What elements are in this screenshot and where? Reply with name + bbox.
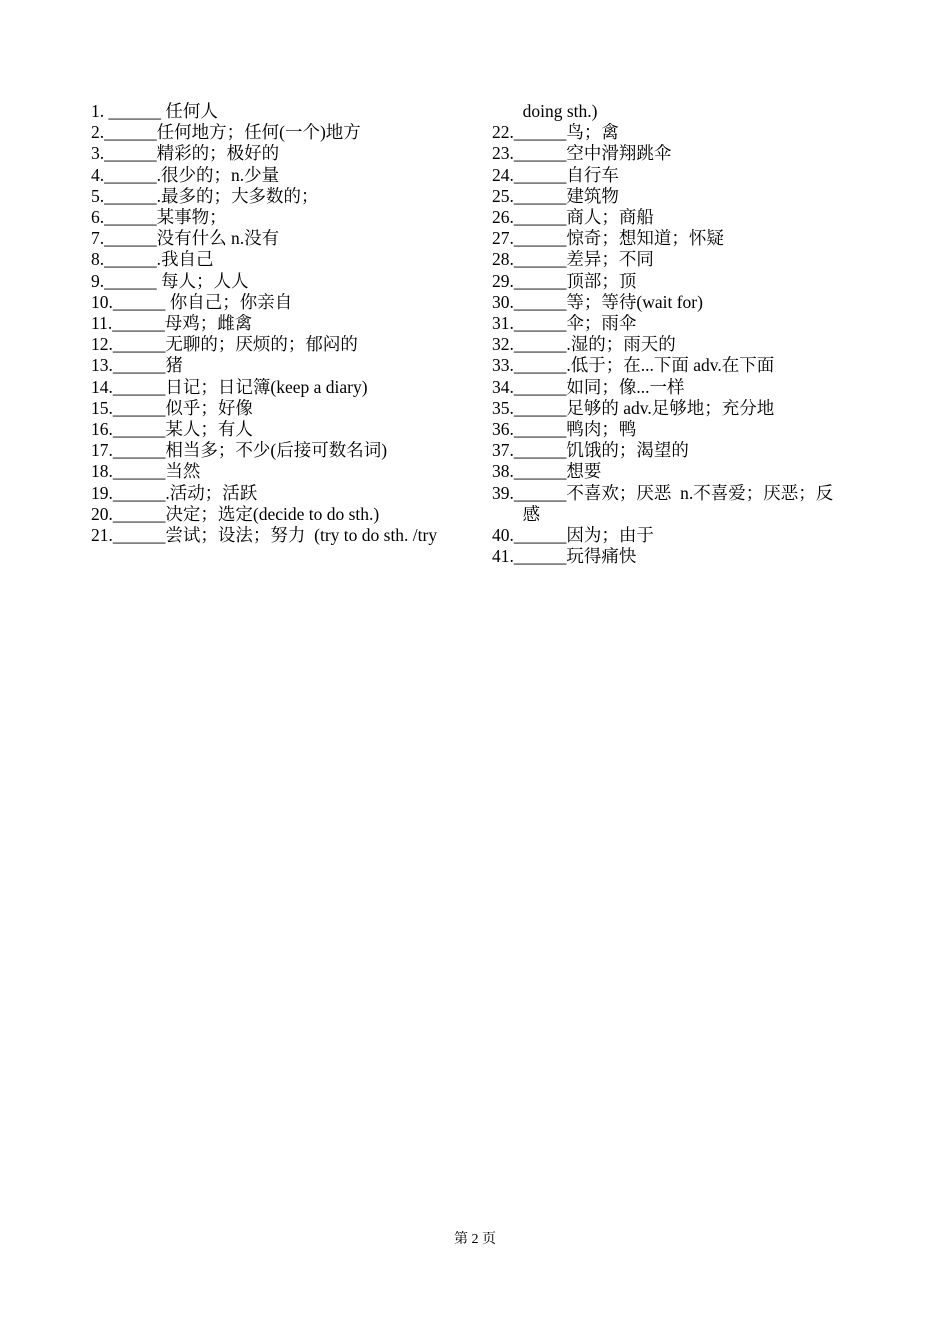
vocab-item: 36.______鸭肉；鸭	[492, 419, 637, 440]
vocab-item: 21.______尝试；设法；努力 (try to do sth. /try	[91, 525, 438, 546]
vocab-item: 19.______.活动；活跃	[91, 482, 258, 503]
vocab-item: 1. ______ 任何人	[91, 101, 218, 121]
vocab-item: 18.______当然	[91, 461, 201, 482]
vocab-item: 14.______日记；日记簿(keep a diary)	[91, 376, 368, 397]
vocab-item: 35.______足够的 adv.足够地；充分地	[492, 397, 775, 418]
vocab-item: 39.______不喜欢；厌恶 n.不喜爱；厌恶；反	[492, 482, 834, 503]
vocab-item: 8.______.我自己	[91, 249, 214, 270]
vocab-item: 13.______猪	[91, 355, 183, 376]
vocab-item: 31.______伞；雨伞	[492, 313, 637, 334]
vocab-item: 3.______精彩的；极好的	[91, 143, 280, 164]
right-column	[492, 101, 872, 567]
vocab-item: 27.______惊奇；想知道；怀疑	[492, 228, 724, 249]
vocab-item: 30.______等；等待(wait for)	[492, 291, 703, 312]
vocab-item: 6.______某事物；	[91, 207, 227, 228]
vocab-item: 11.______母鸡；雌禽	[91, 313, 253, 334]
vocab-item: 28.______差异；不同	[492, 249, 654, 270]
vocab-item: 37.______饥饿的；渴望的	[492, 440, 689, 461]
vocab-item: 22.______鸟；禽	[492, 122, 619, 143]
vocab-item: 40.______因为；由于	[492, 525, 654, 546]
vocab-item: 38.______想要	[492, 461, 602, 482]
vocab-item: 10.______ 你自己；你亲自	[91, 291, 293, 312]
vocab-item: 16.______某人；有人	[91, 419, 253, 440]
vocab-item: 5.______.最多的；大多数的；	[91, 185, 319, 206]
vocab-item: 24.______自行车	[492, 164, 619, 185]
vocab-item: 9.______ 每人；人人	[91, 270, 249, 291]
vocab-item: 33.______.低于；在...下面 adv.在下面	[492, 355, 775, 376]
vocab-item: 20.______决定；选定(decide to do sth.)	[91, 503, 380, 524]
vocab-item: 25.______建筑物	[492, 185, 619, 206]
vocab-item: 26.______商人；商船	[492, 207, 654, 228]
vocab-item: 23.______空中滑翔跳伞	[492, 143, 672, 164]
vocab-item: 34.______如同；像...一样	[492, 376, 685, 397]
left-column	[91, 101, 471, 546]
vocab-item: 4.______.很少的；n.少量	[91, 164, 280, 185]
vocab-item: 15.______似乎；好像	[91, 397, 253, 418]
vocab-item-continuation: 感	[492, 503, 541, 524]
vocab-item: 2.______任何地方；任何(一个)地方	[91, 122, 361, 143]
vocab-item: 12.______无聊的；厌烦的；郁闷的	[91, 334, 358, 355]
vocab-item-continuation: doing sth.)	[492, 101, 598, 121]
vocab-item: 29.______顶部；顶	[492, 270, 637, 291]
page-number: 第 2 页	[454, 1232, 496, 1247]
vocab-item: 17.______相当多；不少(后接可数名词)	[91, 440, 388, 461]
vocab-item: 41.______玩得痛快	[492, 546, 637, 567]
vocab-item: 7.______没有什么 n.没有	[91, 228, 280, 249]
vocab-item: 32.______.湿的；雨天的	[492, 334, 676, 355]
